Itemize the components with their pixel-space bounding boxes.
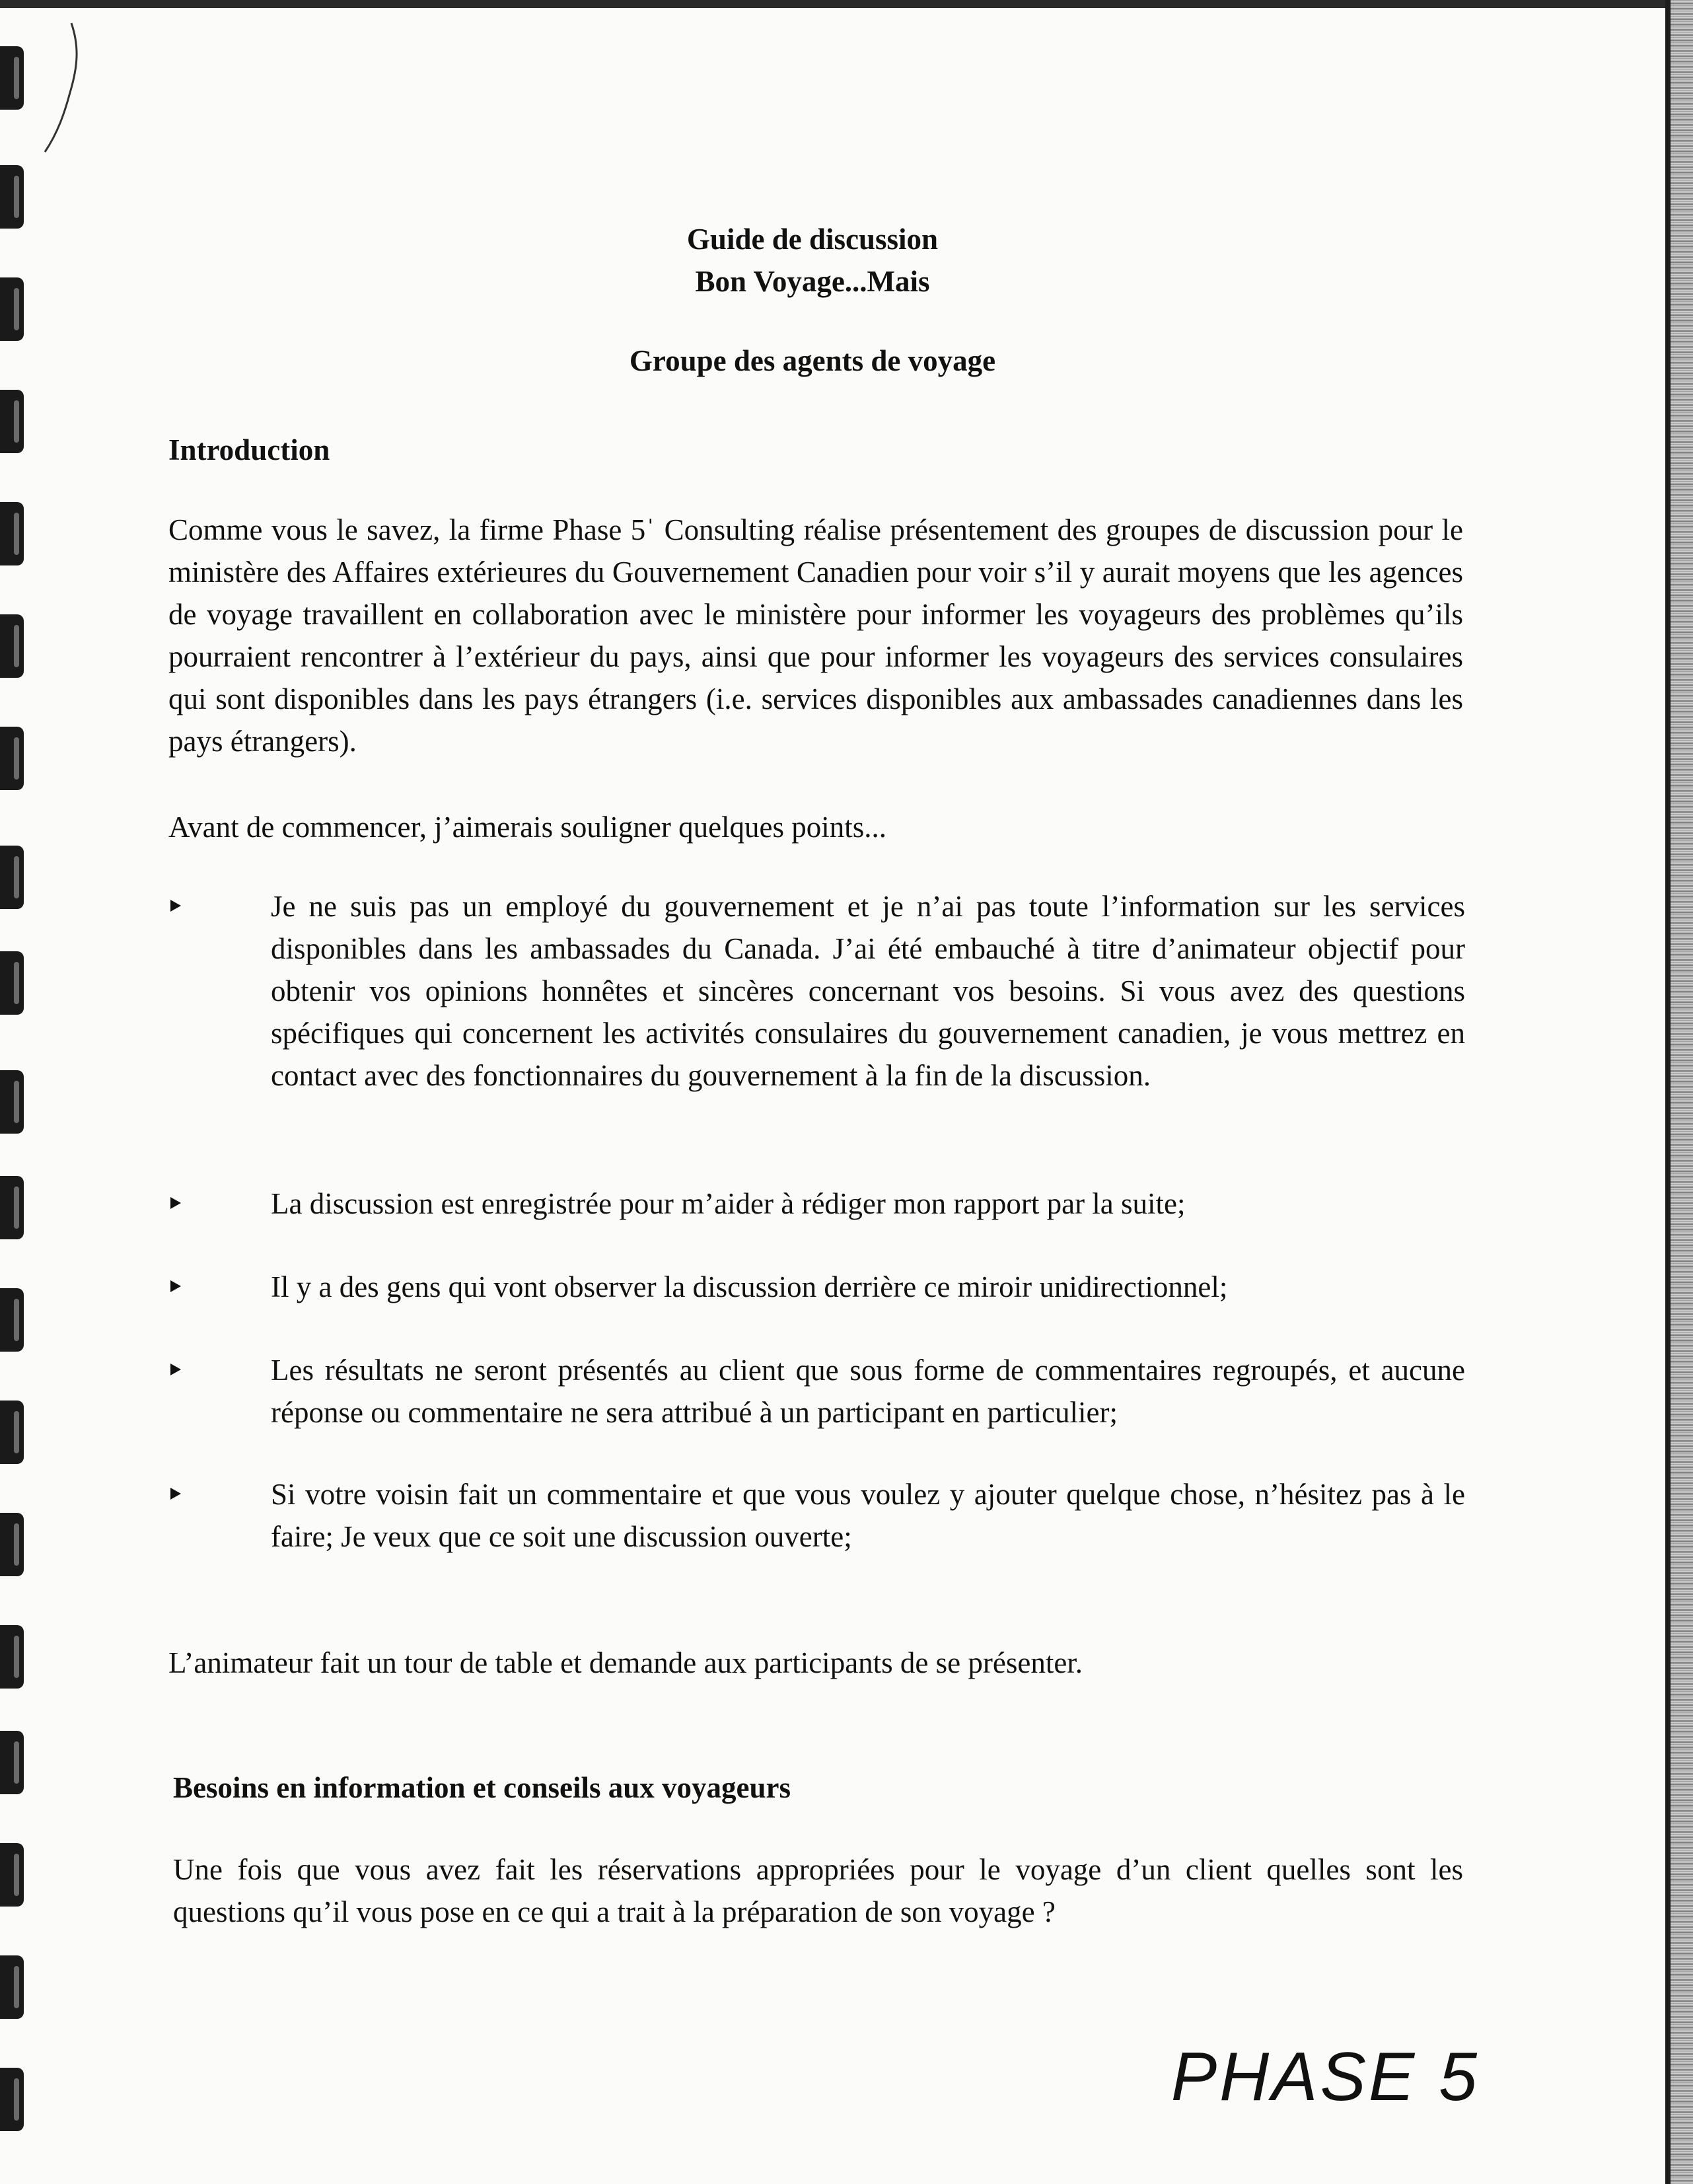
list-item xyxy=(170,1473,1465,1566)
section-heading-introduction: Introduction xyxy=(168,433,330,466)
bullet-arrow-icon xyxy=(170,1364,181,1375)
brand-logo-text: PHASE 5 xyxy=(1171,2039,1480,2115)
title-line-2: Bon Voyage...Mais xyxy=(695,265,930,298)
binder-hole xyxy=(0,614,24,678)
list-item xyxy=(170,1266,1465,1319)
binder-hole xyxy=(0,1843,24,1907)
bullet-text: Je ne suis pas un employé du gouvernement et je n’ai pas toute l’information sur les services disponibles dans les ambassades du Canada. J’ai été embauché à titre d’animateur objectif pour obtenir vos opinions honnêtes et sincères concernant vos besoins. Si vous avez des questions spécifiques qui concernent les activités consulaires du gouvernement canadien, je vous mettrez en contact avec des fonctionnaires du gouvernement à la fin de la discussion. xyxy=(271,890,1465,1092)
scan-right-shadow xyxy=(1665,0,1671,2184)
scan-right-edge xyxy=(1671,0,1693,2184)
binder-hole xyxy=(0,46,24,110)
bullet-arrow-icon xyxy=(170,1488,181,1500)
bullet-arrow-icon xyxy=(170,1280,181,1292)
binder-hole xyxy=(0,1401,24,1464)
bullet-arrow-icon xyxy=(170,900,181,912)
bullet-text: La discussion est enregistrée pour m’aider à rédiger mon rapport par la suite; xyxy=(271,1187,1186,1220)
binder-hole xyxy=(0,727,24,790)
binder-hole xyxy=(0,1513,24,1576)
binder-holes xyxy=(0,0,40,2184)
binder-hole xyxy=(0,1955,24,2019)
list-item xyxy=(170,885,1465,1149)
title-line-1: Guide de discussion xyxy=(686,223,939,256)
binder-hole xyxy=(0,846,24,909)
binder-hole xyxy=(0,1070,24,1134)
binder-hole xyxy=(0,2068,24,2131)
section-heading-needs: Besoins en information et conseils aux voyageurs xyxy=(173,1771,791,1804)
pen-mark xyxy=(38,20,98,159)
document-title xyxy=(396,218,1229,303)
binder-hole xyxy=(0,1731,24,1794)
binder-hole xyxy=(0,502,24,565)
group-heading: Groupe des agents de voyage xyxy=(629,344,996,377)
bullet-text: Si votre voisin fait un commentaire et que vous voulez y ajouter quelque chose, n’hésitez pas à le faire; Je veux que ce soit une discussion ouverte; xyxy=(271,1478,1465,1553)
list-item xyxy=(170,1183,1465,1235)
list-item xyxy=(170,1349,1465,1441)
scan-top-edge xyxy=(0,0,1693,8)
bullet-text: Il y a des gens qui vont observer la discussion derrière ce miroir unidirectionnel; xyxy=(271,1270,1228,1303)
bullet-text: Les résultats ne seront présentés au client que sous forme de commentaires regroupés, et aucune réponse ou commentaire ne sera attribué à un participant en particulier; xyxy=(271,1354,1465,1429)
binder-hole xyxy=(0,1288,24,1352)
binder-hole xyxy=(0,1625,24,1689)
binder-hole xyxy=(0,1176,24,1239)
before-start-text: Avant de commencer, j’aimerais souligner quelques points... xyxy=(168,811,887,844)
binder-hole xyxy=(0,277,24,341)
binder-hole xyxy=(0,165,24,229)
intro-paragraph: Comme vous le savez, la firme Phase 5ˈ Consulting réalise présentement des groupes de discussion pour le ministère des Affaires extérieures du Gouvernement Canadien pour voir s’il y aurait moyens que les agences de voyage travaillent en collaboration avec le ministère pour informer les voyageurs des problèmes qu’ils pourraient rencontrer à l’extérieur du pays, ainsi que pour informer les voyageurs des services consulaires qui sont disponibles dans les pays étrangers (i.e. services disponibles aux ambassades canadiennes dans les pays étrangers). xyxy=(168,513,1463,758)
binder-hole xyxy=(0,951,24,1015)
needs-question: Une fois que vous avez fait les réservations appropriées pour le voyage d’un client quelles sont les questions qu’il vous pose en ce qui a trait à la préparation de son voyage ? xyxy=(173,1853,1463,1928)
binder-hole xyxy=(0,390,24,453)
animator-note: L’animateur fait un tour de table et demande aux participants de se présenter. xyxy=(168,1646,1083,1679)
bullet-arrow-icon xyxy=(170,1197,181,1209)
